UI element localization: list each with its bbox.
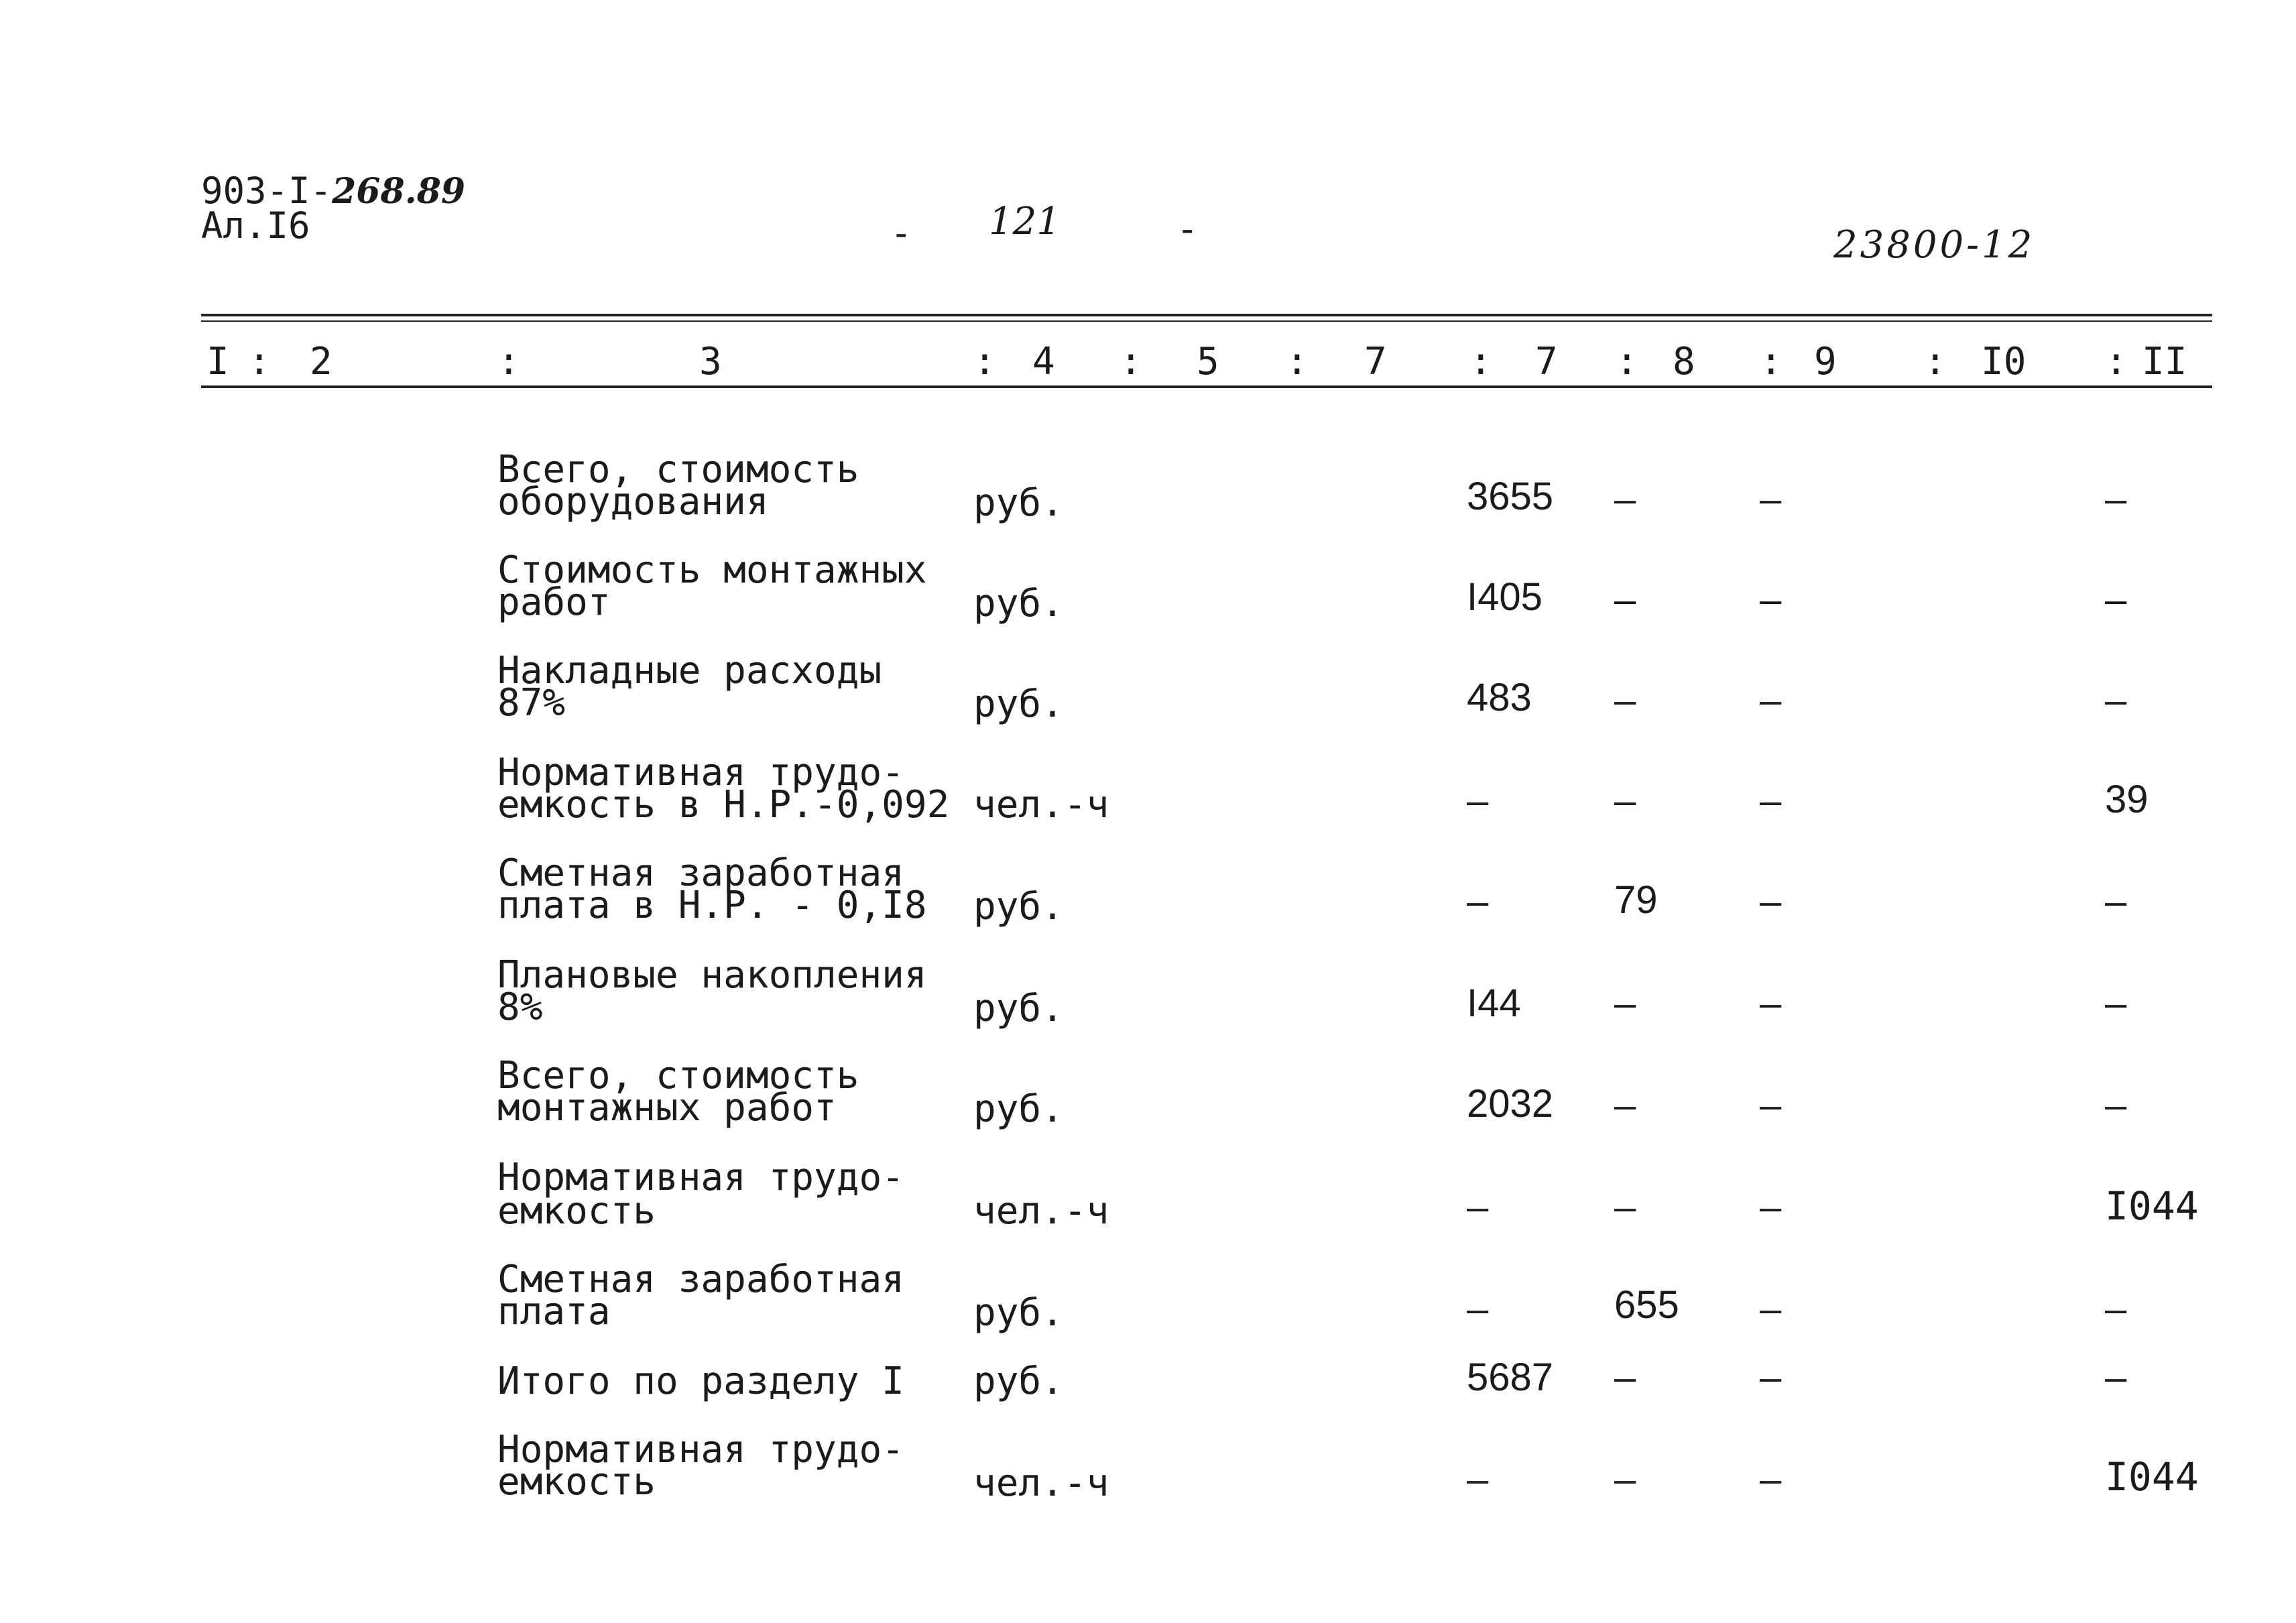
column-header-sep: :: [1286, 340, 1309, 383]
row-description-line2: плата в Н.Р. - 0,I8: [497, 884, 927, 927]
row-description-line2: 87%: [497, 681, 566, 725]
row-description-line1: Сметная заработная: [497, 1258, 904, 1301]
row-col9-value: –: [1760, 1287, 1782, 1331]
table-top-rule-thin: [201, 320, 2212, 322]
row-col7-value: –: [1467, 1457, 1489, 1501]
row-col11-value: –: [2105, 1083, 2127, 1127]
row-unit: чел.-ч: [973, 1461, 1109, 1505]
row-col9-value: –: [1760, 578, 1782, 621]
table-top-rule: [201, 314, 2212, 316]
row-col7-value: 5687: [1467, 1356, 1554, 1399]
column-header-sep: :: [2105, 340, 2128, 383]
column-header-sep: :: [1760, 340, 1783, 383]
row-col7-value: –: [1467, 779, 1489, 823]
row-col7-value: I405: [1467, 575, 1543, 619]
row-col11-value: –: [2105, 981, 2127, 1025]
row-description-line1: Нормативная трудо-: [497, 751, 904, 794]
page-dash-left: -: [890, 212, 912, 254]
column-header-10: I0: [1981, 340, 2027, 383]
row-col11-value: I044: [2105, 1183, 2199, 1229]
row-unit: руб.: [973, 1360, 1064, 1403]
row-col11-value: –: [2105, 477, 2127, 521]
row-col8-value: 79: [1614, 878, 1658, 922]
row-col11-value: –: [2105, 880, 2127, 923]
row-unit: руб.: [973, 582, 1064, 625]
archive-number: 23800-12: [1833, 223, 2035, 267]
row-unit: руб.: [973, 1087, 1064, 1131]
page-number: 121: [989, 200, 1061, 243]
row-description-line2: плата: [497, 1290, 611, 1333]
row-col7-value: 2032: [1467, 1082, 1554, 1126]
row-description-line2: 8%: [497, 985, 543, 1029]
column-header-4: 4: [1032, 340, 1055, 383]
row-unit: чел.-ч: [973, 1189, 1109, 1233]
column-header-2: 2: [310, 340, 333, 383]
row-description-line1: Нормативная трудо-: [497, 1428, 904, 1471]
column-header-6: 7: [1364, 340, 1387, 383]
row-col9-value: –: [1760, 678, 1782, 722]
column-header-8: 8: [1673, 340, 1695, 383]
row-col7-value: –: [1467, 1287, 1489, 1331]
row-unit: руб.: [973, 1291, 1064, 1335]
row-description-line2: емкость в Н.Р.-0,092: [497, 783, 950, 827]
column-header-sep: :: [1120, 340, 1142, 383]
column-header-3: 3: [699, 340, 722, 383]
row-description-line1: Нормативная трудо-: [497, 1156, 904, 1199]
row-col8-value: –: [1614, 578, 1636, 621]
document-code-printed: 903-I-: [201, 170, 333, 212]
row-col11-value: –: [2105, 1356, 2127, 1399]
row-unit: руб.: [973, 885, 1064, 928]
row-description-line2: монтажных работ: [497, 1086, 837, 1130]
row-unit: руб.: [973, 481, 1064, 525]
row-description-line2: емкость: [497, 1189, 656, 1233]
column-header-sep: :: [1924, 340, 1947, 383]
row-col11-value: –: [2105, 678, 2127, 722]
column-header-7: 7: [1535, 340, 1558, 383]
row-col8-value: –: [1614, 678, 1636, 722]
row-col9-value: –: [1760, 1185, 1782, 1229]
column-header-sep: :: [973, 340, 996, 383]
row-col9-value: –: [1760, 981, 1782, 1025]
row-description-line1: Итого по разделу I: [497, 1360, 904, 1403]
row-col9-value: –: [1760, 779, 1782, 823]
row-col8-value: –: [1614, 1185, 1636, 1229]
row-unit: чел.-ч: [973, 783, 1109, 827]
row-col7-value: –: [1467, 880, 1489, 923]
row-col11-value: 39: [2105, 778, 2149, 821]
row-col8-value: –: [1614, 1356, 1636, 1399]
row-col9-value: –: [1760, 477, 1782, 521]
row-col8-value: –: [1614, 1457, 1636, 1501]
row-description-line1: Всего, стоимость: [497, 448, 859, 491]
row-col7-value: 483: [1467, 676, 1532, 719]
row-col8-value: –: [1614, 1083, 1636, 1127]
row-description-line1: Всего, стоимость: [497, 1054, 859, 1097]
row-col8-value: –: [1614, 779, 1636, 823]
row-col9-value: –: [1760, 1356, 1782, 1399]
column-header-5: 5: [1197, 340, 1219, 383]
row-col9-value: –: [1760, 1457, 1782, 1501]
row-description-line1: Сметная заработная: [497, 851, 904, 895]
column-header-9: 9: [1814, 340, 1837, 383]
row-col8-value: –: [1614, 477, 1636, 521]
row-description-line1: Стоимость монтажных: [497, 548, 927, 592]
row-col7-value: 3655: [1467, 475, 1554, 518]
column-header-1: I: [206, 340, 229, 383]
column-header-sep: :: [248, 340, 271, 383]
sheet-label: Ал.I6: [201, 204, 310, 247]
table-header-bottom-rule: [201, 385, 2212, 388]
row-col11-value: I044: [2105, 1454, 2199, 1500]
row-col7-value: –: [1467, 1185, 1489, 1229]
row-col11-value: –: [2105, 578, 2127, 621]
row-description-line2: оборудования: [497, 480, 769, 524]
row-description-line2: работ: [497, 581, 611, 624]
row-description-line2: емкость: [497, 1460, 656, 1504]
row-unit: руб.: [973, 987, 1064, 1030]
column-header-sep: :: [1469, 340, 1492, 383]
page-dash-right: -: [1176, 208, 1199, 250]
row-col8-value: 655: [1614, 1283, 1679, 1327]
document-code-handwritten: 268.89: [332, 171, 466, 212]
row-unit: руб.: [973, 682, 1064, 726]
row-col9-value: –: [1760, 880, 1782, 923]
row-description-line1: Накладные расходы: [497, 649, 882, 693]
column-header-11: II: [2142, 340, 2187, 383]
row-col8-value: –: [1614, 981, 1636, 1025]
column-header-sep: :: [497, 340, 520, 383]
row-col7-value: I44: [1467, 981, 1521, 1025]
row-col11-value: –: [2105, 1287, 2127, 1331]
row-description-line1: Плановые накопления: [497, 953, 927, 997]
column-header-sep: :: [1616, 340, 1638, 383]
row-col9-value: –: [1760, 1083, 1782, 1127]
